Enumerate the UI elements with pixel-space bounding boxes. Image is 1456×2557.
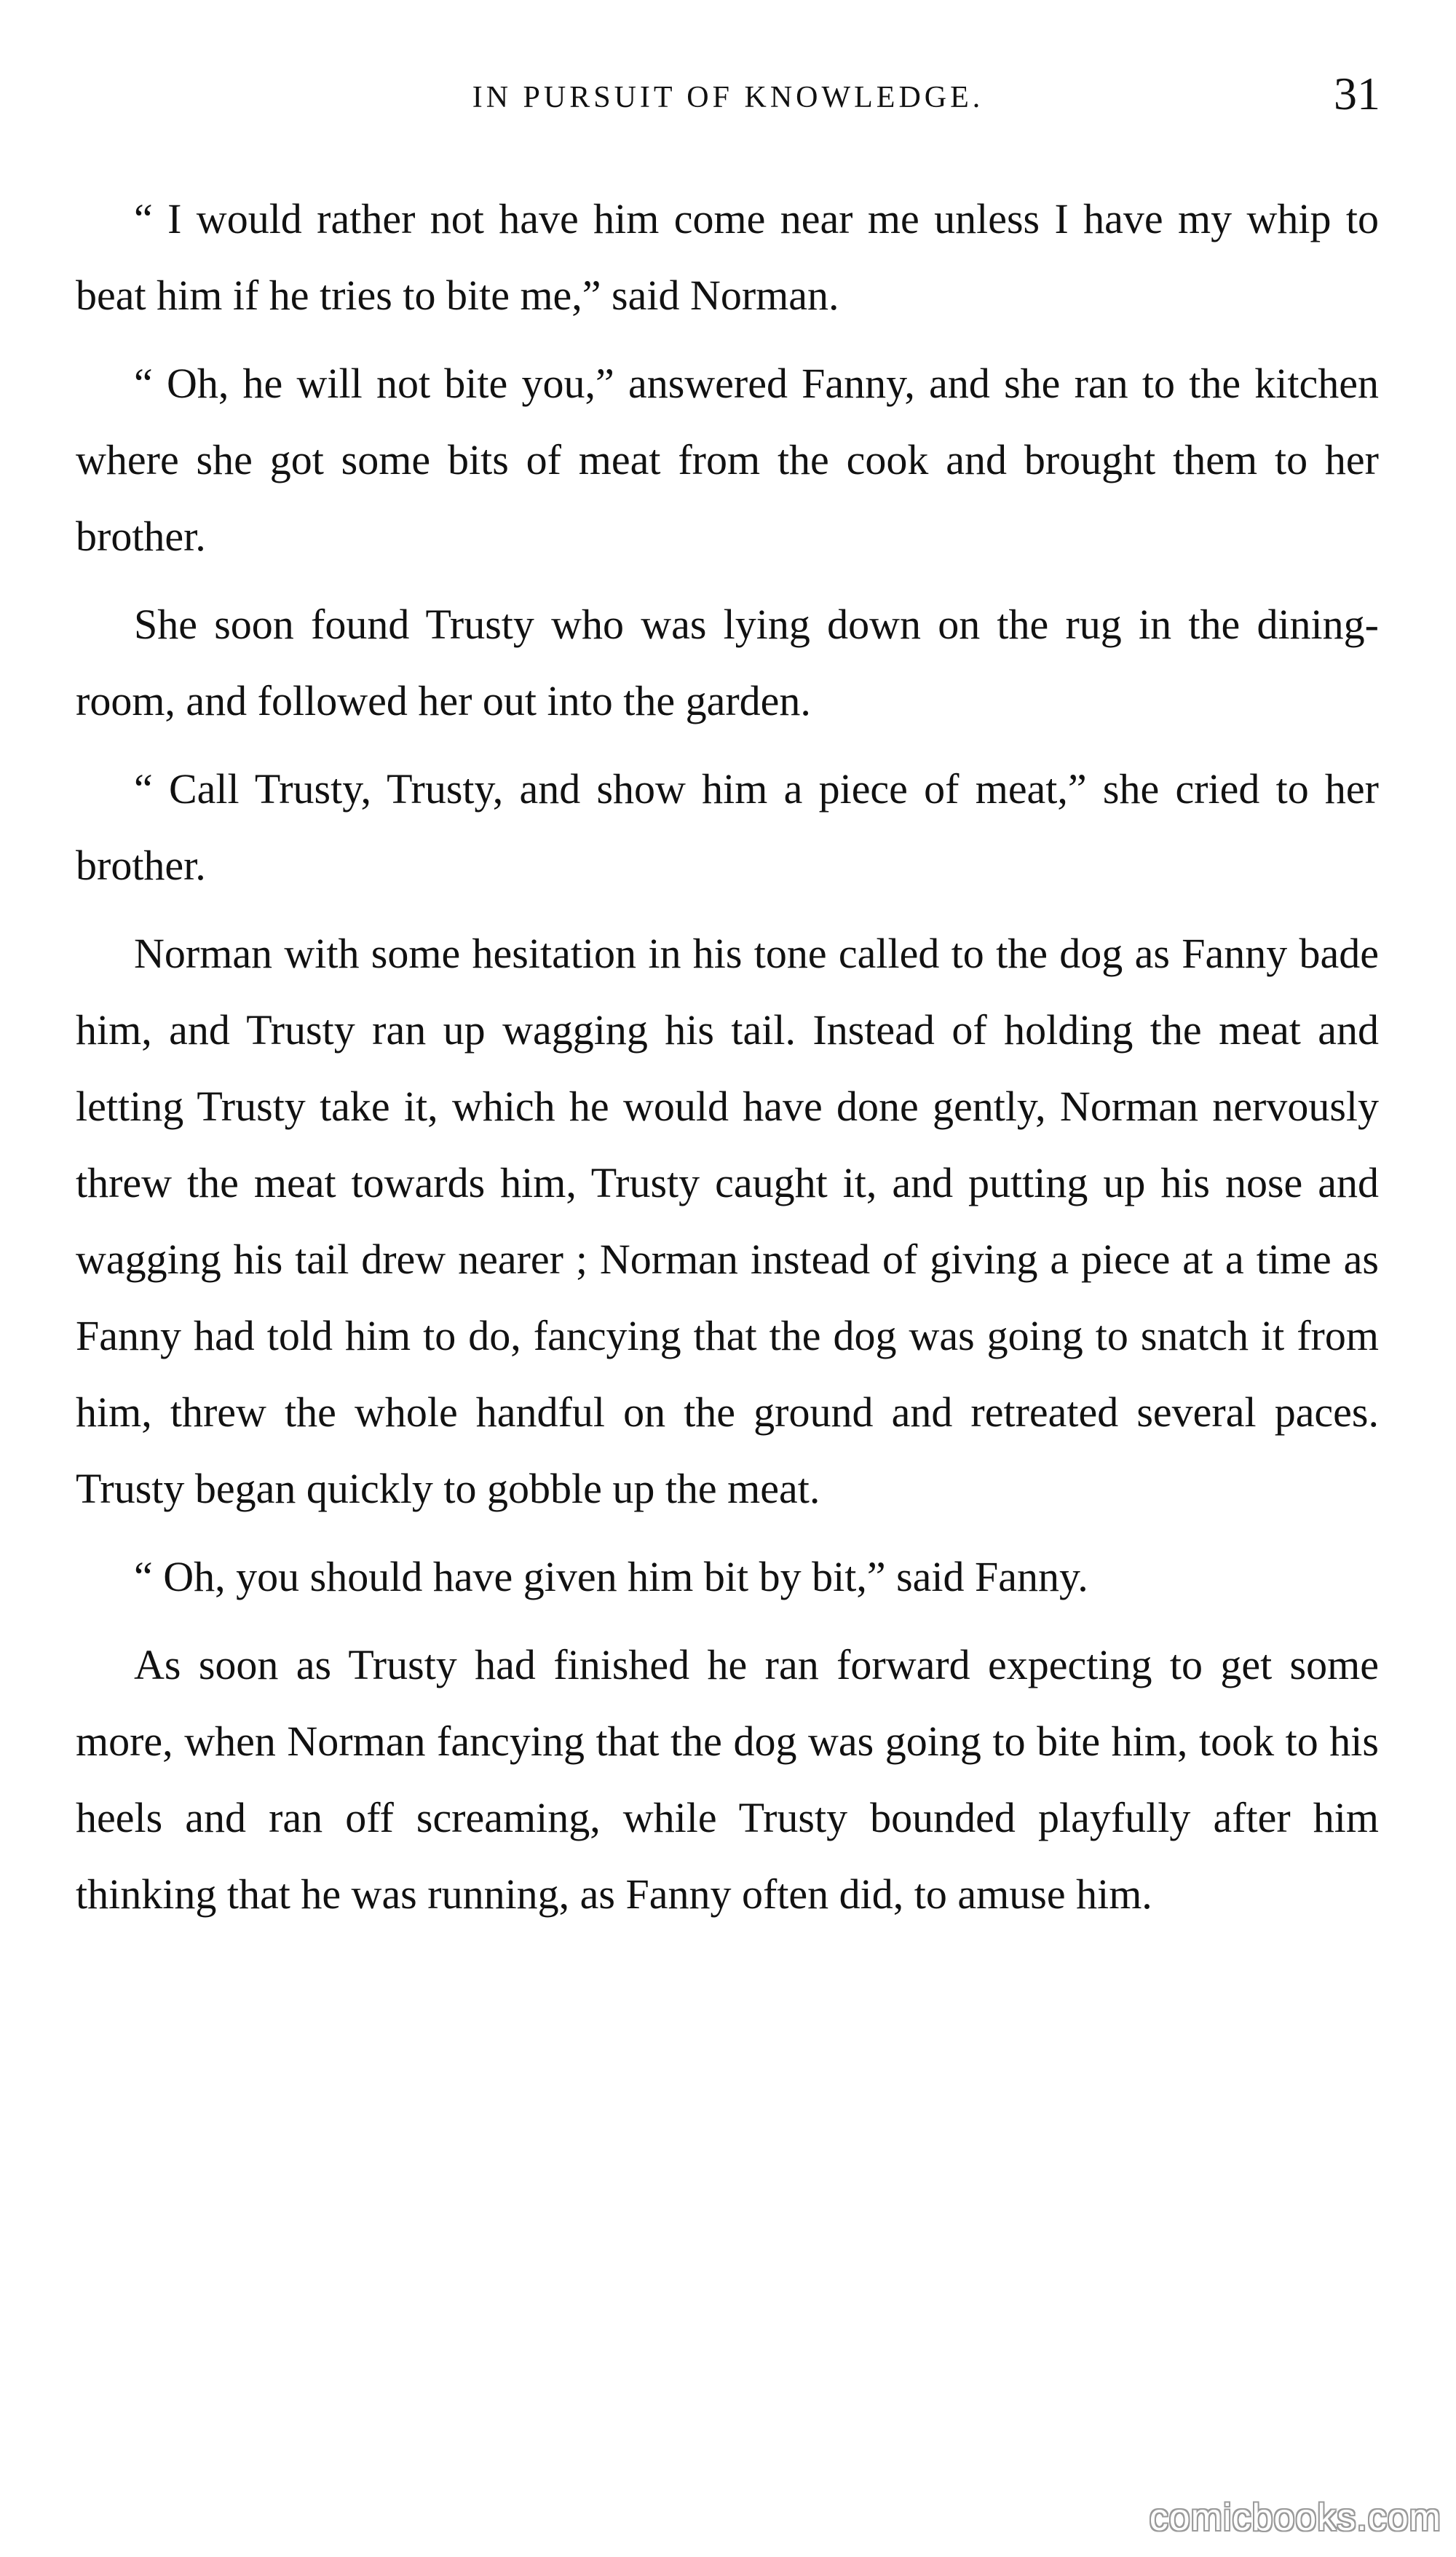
paragraph-3: She soon found Trusty who was lying down on the rug in the dining-room, and followed her out into the garden. — [76, 601, 1379, 724]
paragraph-5: Norman with some hesitation in his tone called to the dog as Fanny bade him, and Trusty ran up wagging his tail. Instead of holding the meat and letting Trusty take it, which he would have done gently, Norman nervously threw the meat towards him, Trusty caught it, and putting up his nose and wagging his tail drew nearer ; Norman instead of giving a piece at a time as Fanny had told him to do, fancying that the dog was going to snatch it from him, threw the whole handful on the ground and retreated several paces. Trusty began quickly to gobble up the meat. — [76, 930, 1379, 1512]
paragraph-7: As soon as Trusty had finished he ran forward expecting to get some more, when Norman fancying that the dog was going to bite him, took to his heels and ran off screaming, while Trusty bounded playfully after him thinking that he was running, as Fanny often did, to amuse him. — [76, 1641, 1379, 1918]
running-header — [76, 64, 1380, 122]
paragraph-6: “ Oh, you should have given him bit by bit,” said Fanny. — [134, 1553, 1088, 1600]
watermark: comicbooks.com — [1149, 2497, 1441, 2539]
paragraph-4: “ Call Trusty, Trusty, and show him a piece of meat,” she cried to her brother. — [76, 765, 1379, 889]
page-number: 31 — [1334, 68, 1380, 119]
paragraph-1: “ I would rather not have him come near me unless I have my whip to beat him if he tries to bite me,” said Norman. — [76, 195, 1379, 319]
running-title: IN PURSUIT OF KNOWLEDGE. — [472, 81, 984, 114]
body-text — [76, 181, 1379, 1944]
paragraph-2: “ Oh, he will not bite you,” answered Fanny, and she ran to the kitchen where she got some bits of meat from the cook and brought them to her brother. — [76, 360, 1379, 560]
